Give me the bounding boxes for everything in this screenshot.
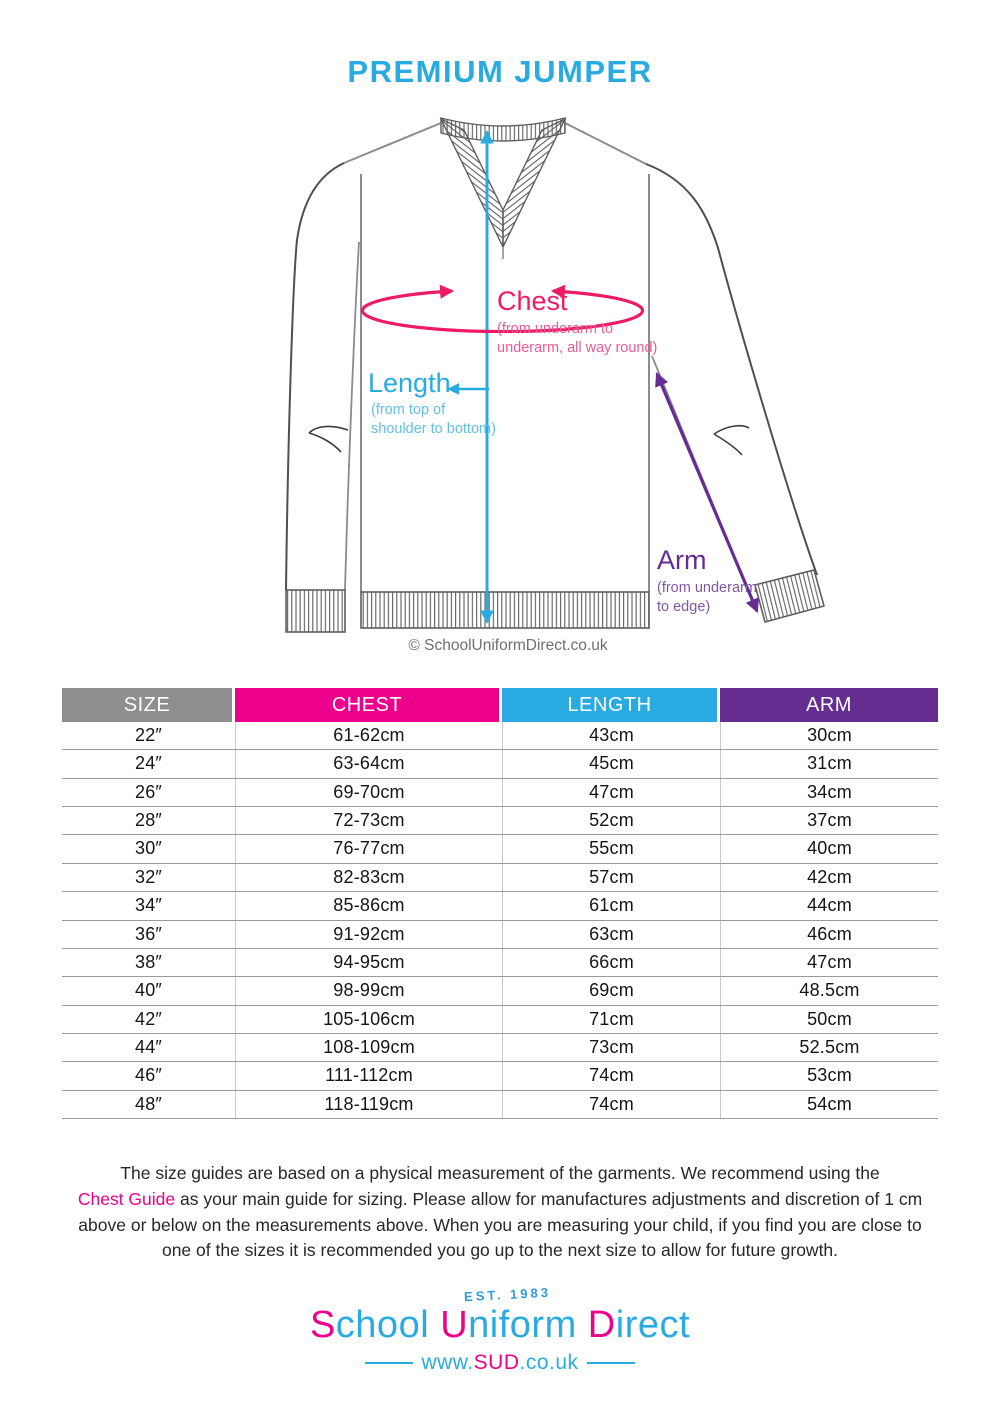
- size-cell: 32″: [135, 866, 162, 887]
- arm-cell: 50cm: [720, 1006, 938, 1033]
- table-row: [62, 1062, 938, 1090]
- length-description: [371, 401, 496, 439]
- size-table-header: [62, 688, 938, 722]
- chest-cell: 111-112cm: [235, 1062, 502, 1089]
- size-cell: 22″: [135, 725, 162, 745]
- arm-cell: 40cm: [720, 835, 938, 862]
- column-header-chest: CHEST: [235, 688, 499, 722]
- size-cell: 40″: [135, 980, 162, 1001]
- size-cell: 46″: [135, 1065, 162, 1086]
- table-row: [62, 750, 938, 778]
- table-row: [62, 835, 938, 863]
- arm-cell: 53cm: [720, 1062, 938, 1089]
- length-cell: 57cm: [502, 864, 720, 891]
- dash-left: [365, 1362, 413, 1365]
- chest-cell: 105-106cm: [235, 1006, 502, 1033]
- table-row: [62, 1006, 938, 1034]
- table-row: [62, 864, 938, 892]
- table-row: [62, 892, 938, 920]
- logo-est-text: EST. 1983: [463, 1284, 551, 1305]
- chest-description-line: (from underarm to: [497, 321, 614, 337]
- table-row: [62, 1034, 938, 1062]
- chest-cell: 98-99cm: [235, 977, 502, 1004]
- logo-url-row: [0, 1351, 1000, 1375]
- logo-url-part: SUD: [473, 1351, 520, 1374]
- column-header-length: LENGTH: [502, 688, 717, 722]
- size-cell: 24″: [135, 753, 162, 774]
- table-row: [62, 1091, 938, 1119]
- size-table: [62, 688, 938, 1119]
- size-cell: 38″: [135, 951, 162, 972]
- size-cell: 48″: [135, 1093, 162, 1114]
- length-cell: 45cm: [502, 750, 720, 777]
- arm-cell: 31cm: [720, 750, 938, 777]
- chest-cell: 69-70cm: [235, 779, 502, 806]
- chest-cell: 108-109cm: [235, 1034, 502, 1061]
- page-title: PREMIUM JUMPER: [347, 54, 653, 89]
- length-cell: 73cm: [502, 1034, 720, 1061]
- sizing-note: [50, 1161, 950, 1264]
- logo-name: [0, 1304, 1000, 1347]
- length-cell: 63cm: [502, 921, 720, 948]
- length-cell: 71cm: [502, 1006, 720, 1033]
- length-cell: 66cm: [502, 949, 720, 976]
- logo-url-text: [421, 1351, 578, 1375]
- jumper-ribbing: [286, 118, 824, 632]
- logo-name-part: niform: [468, 1304, 588, 1346]
- arm-cell: 42cm: [720, 864, 938, 891]
- size-table-body: [62, 722, 938, 1119]
- right-cuff: [755, 570, 824, 622]
- table-row: [62, 722, 938, 750]
- table-row: [62, 807, 938, 835]
- table-row: [62, 977, 938, 1005]
- table-row: [62, 921, 938, 949]
- chest-cell: 72-73cm: [235, 807, 502, 834]
- hem-band: [361, 592, 649, 628]
- arm-cell: 52.5cm: [720, 1034, 938, 1061]
- logo-name-part: D: [587, 1304, 616, 1346]
- note-line-2-rest: as your main guide for sizing. Please allow for manufactures adjustments and discretion of 1 cm: [175, 1188, 923, 1209]
- arm-cell: 37cm: [720, 807, 938, 834]
- size-cell: 30″: [135, 838, 162, 859]
- column-header-size: SIZE: [62, 688, 232, 722]
- note-line-3: above or below on the measurements above. When you are measuring your child, if you find you are close to: [78, 1214, 922, 1235]
- brand-logo: [0, 1286, 1000, 1375]
- size-cell: 28″: [135, 810, 162, 831]
- arm-cell: 34cm: [720, 779, 938, 806]
- note-line-1: The size guides are based on a physical measurement of the garments. We recommend using the: [120, 1163, 880, 1183]
- chest-cell: 94-95cm: [235, 949, 502, 976]
- chest-description: [497, 320, 657, 358]
- arm-cell: 48.5cm: [720, 977, 938, 1004]
- length-cell: 69cm: [502, 977, 720, 1004]
- length-cell: 47cm: [502, 779, 720, 806]
- dash-right: [587, 1362, 635, 1365]
- arm-cell: 44cm: [720, 892, 938, 919]
- chest-cell: 63-64cm: [235, 750, 502, 777]
- logo-url-part: .co.uk: [519, 1351, 579, 1374]
- chest-cell: 76-77cm: [235, 835, 502, 862]
- arm-description: [657, 579, 757, 617]
- arm-cell: 47cm: [720, 949, 938, 976]
- logo-name-part: irect: [615, 1304, 691, 1346]
- note-line-2: [50, 1187, 950, 1213]
- chest-cell: 85-86cm: [235, 892, 502, 919]
- arm-description-line: (from underarm: [657, 580, 757, 596]
- arm-description-line: to edge): [657, 599, 711, 615]
- logo-name-part: U: [440, 1304, 469, 1346]
- chest-cell: 118-119cm: [235, 1091, 502, 1118]
- size-cell: 26″: [135, 781, 162, 802]
- chest-cell: 82-83cm: [235, 864, 502, 891]
- chest-label: Chest: [497, 286, 568, 316]
- length-description-line: (from top of: [371, 402, 446, 418]
- left-cuff: [286, 590, 345, 632]
- chest-cell: 61-62cm: [235, 722, 502, 749]
- length-cell: 52cm: [502, 807, 720, 834]
- jumper-outline: [286, 123, 817, 612]
- arm-cell: 30cm: [720, 722, 938, 749]
- length-cell: 43cm: [502, 722, 720, 749]
- arm-cell: 46cm: [720, 921, 938, 948]
- table-row: [62, 949, 938, 977]
- chest-guide-highlight: Chest Guide: [77, 1188, 176, 1209]
- length-description-line: shoulder to bottom): [371, 421, 496, 437]
- chest-cell: 91-92cm: [235, 921, 502, 948]
- size-cell: 42″: [135, 1008, 162, 1029]
- size-cell: 44″: [135, 1036, 162, 1057]
- arm-cell: 54cm: [720, 1091, 938, 1118]
- logo-name-part: chool: [335, 1304, 441, 1346]
- copyright-text: © SchoolUniformDirect.co.uk: [408, 637, 608, 654]
- length-label: Length: [368, 368, 451, 398]
- table-row: [62, 779, 938, 807]
- size-cell: 36″: [135, 923, 162, 944]
- logo-url-part: www.: [421, 1351, 474, 1374]
- note-line-4: one of the sizes it is recommended you go up to the next size to allow for future growth.: [161, 1240, 839, 1261]
- length-cell: 74cm: [502, 1091, 720, 1118]
- size-cell: 34″: [135, 895, 162, 916]
- length-cell: 74cm: [502, 1062, 720, 1089]
- chest-description-line: underarm, all way round): [497, 340, 658, 356]
- length-cell: 61cm: [502, 892, 720, 919]
- length-cell: 55cm: [502, 835, 720, 862]
- column-header-arm: ARM: [720, 688, 938, 722]
- arm-label: Arm: [657, 545, 707, 575]
- logo-name-part: S: [309, 1304, 336, 1346]
